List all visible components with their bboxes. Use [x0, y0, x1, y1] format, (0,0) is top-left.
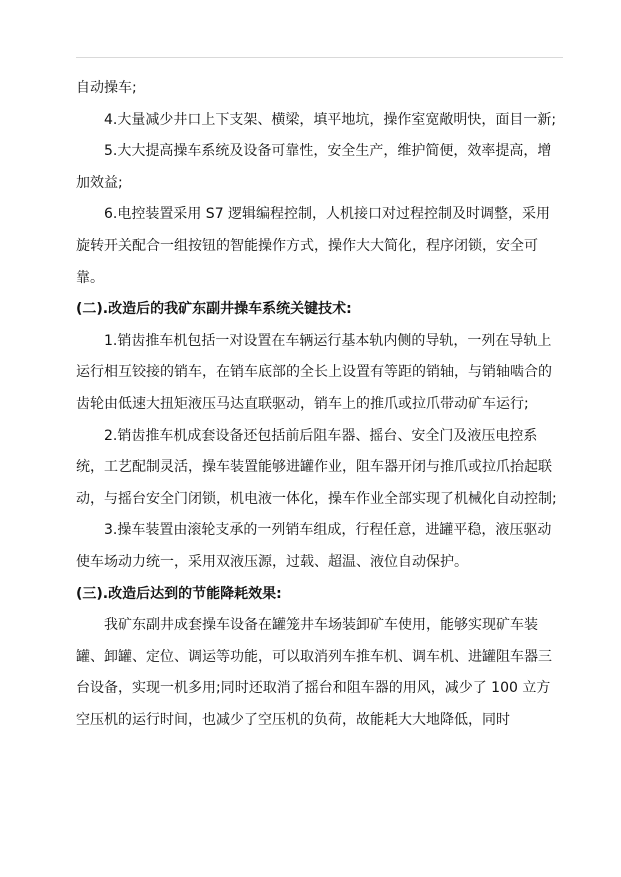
paragraph: 4.大量减少井口上下支架、横梁，填平地坑，操作室宽敞明快，面目一新;	[104, 111, 557, 128]
paragraph: 我矿东副井成套操车设备在罐笼井车场装卸矿车使用，能够实现矿车装罐、卸罐、定位、调运等功能，可以取消列车推车机、调车机、进罐阻车器三台设备，实现一机多用;同时还取消了摇台和阻车器的用风，减少了 100 立方空压机的运行时间，也减少了空压机的负荷，故能耗大大地降低，同时	[76, 617, 552, 728]
paragraph: 自动操车;	[76, 80, 137, 96]
section-heading: (二).改造后的我矿东副井操车系统关键技术:	[76, 301, 352, 318]
paragraph: 1.销齿推车机包括一对设置在车辆运行基本轨内侧的导轨，一列在导轨上运行相互铰接的销车，在销车底部的全长上设置有等距的销轴，与销轴啮合的齿轮由低速大扭矩液压马达直联驱动，销车上的推爪或拉爪带动矿车运行;	[76, 332, 552, 412]
paragraph: 2.销齿推车机成套设备还包括前后阻车器、摇台、安全门及液压电控系统，工艺配制灵活，操车装置能够进罐作业，阻车器开闭与推爪或拉爪抬起联动，与摇台安全门闭锁，机电液一体化，操车作业全部实现了机械化自动控制;	[76, 427, 557, 507]
header-rule	[76, 57, 563, 58]
document-body	[76, 73, 563, 736]
section-heading: (三).改造后达到的节能降耗效果:	[76, 585, 282, 602]
paragraph: 6.电控装置采用 S7 逻辑编程控制，人机接口对过程控制及时调整，采用旋转开关配合一组按钮的智能操作方式，操作大大简化，程序闭锁，安全可靠。	[76, 206, 551, 286]
paragraph: 3.操车装置由滚轮支承的一列销车组成，行程任意，进罐平稳，液压驱动使车场动力统一，采用双液压源，过载、超温、液位自动保护。	[76, 522, 552, 570]
paragraph: 5.大大提高操车系统及设备可靠性，安全生产，维护简便，效率提高，增加效益;	[76, 143, 552, 191]
